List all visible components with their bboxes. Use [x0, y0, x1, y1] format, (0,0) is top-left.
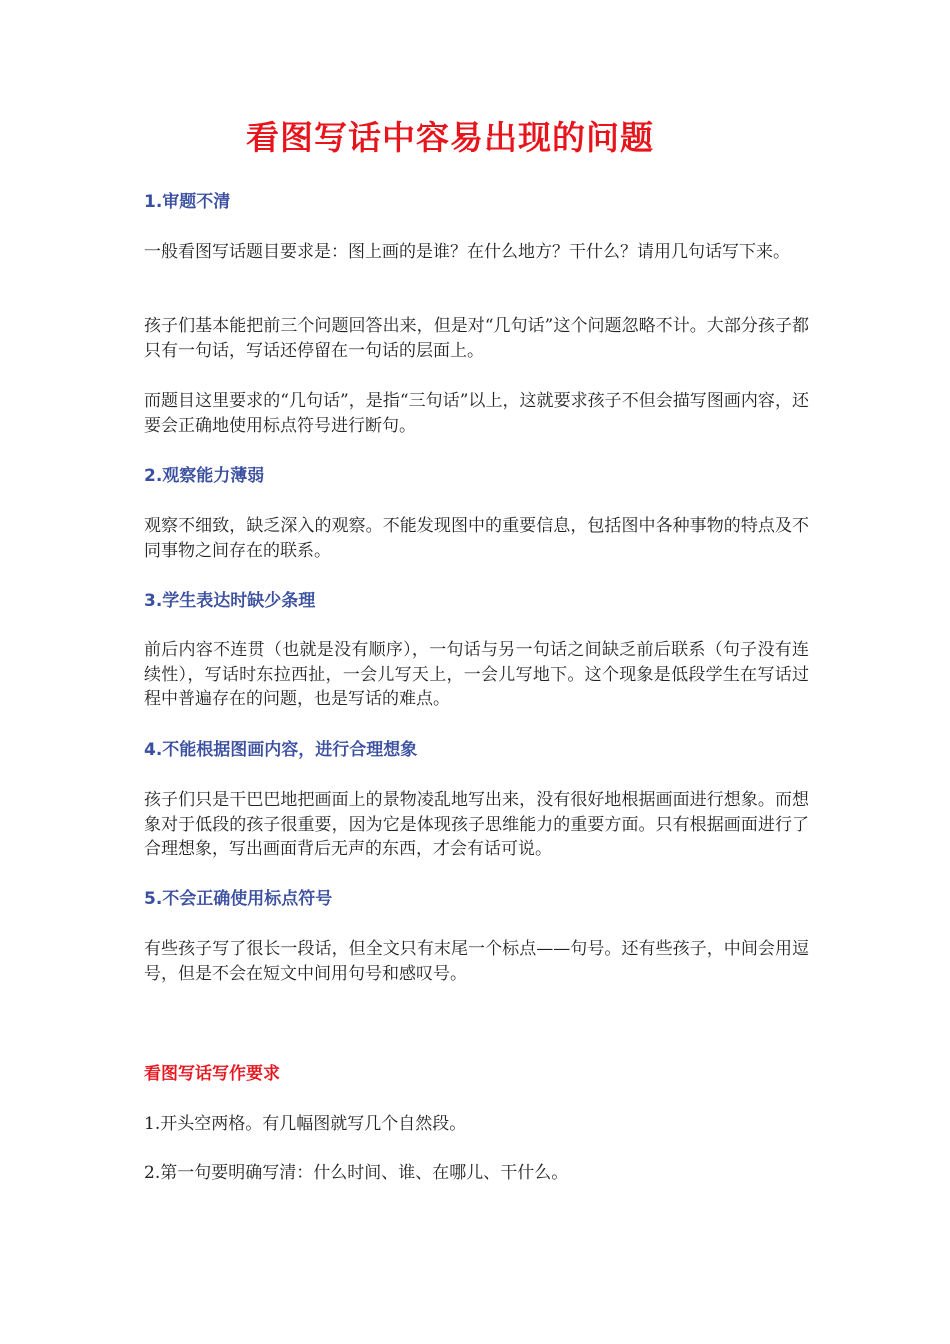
section-1-paragraph-2: 孩子们基本能把前三个问题回答出来，但是对“几句话”这个问题忽略不计。大部分孩子都只有一句话，写话还停留在一句话的层面上。 — [144, 316, 809, 361]
section-4-paragraph-1: 孩子们只是干巴巴地把画面上的景物凌乱地写出来，没有很好地根据画面进行想象。而想象对于低段的孩子很重要，因为它是体现孩子思维能力的重要方面。只有根据画面进行了合理想象，写出画面背后无声的东西，才会有话可说。 — [144, 790, 809, 859]
section-1-paragraph-3: 而题目这里要求的“几句话”，是指“三句话”以上，这就要求孩子不但会描写图画内容，还要会正确地使用标点符号进行断句。 — [144, 391, 809, 436]
requirement-item-2: 2.第一句要明确写清：什么时间、谁、在哪儿、干什么。 — [144, 1163, 569, 1183]
section-heading-3: 3.学生表达时缺少条理 — [144, 591, 316, 611]
requirement-item-1: 1.开头空两格。有几幅图就写几个自然段。 — [144, 1114, 467, 1134]
section-heading-1: 1.审题不清 — [144, 192, 231, 212]
section-heading-5: 5.不会正确使用标点符号 — [144, 889, 333, 909]
section-heading-4: 4.不能根据图画内容，进行合理想象 — [144, 740, 418, 760]
page-title: 看图写话中容易出现的问题 — [246, 118, 654, 157]
section-5-paragraph-1: 有些孩子写了很长一段话，但全文只有末尾一个标点——句号。还有些孩子，中间会用逗号，但是不会在短文中间用句号和感叹号。 — [144, 939, 809, 984]
section-2-paragraph-1: 观察不细致，缺乏深入的观察。不能发现图中的重要信息，包括图中各种事物的特点及不同事物之间存在的联系。 — [144, 516, 809, 561]
section-3-paragraph-1: 前后内容不连贯（也就是没有顺序），一句话与另一句话之间缺乏前后联系（句子没有连续性），写话时东拉西扯，一会儿写天上，一会儿写地下。这个现象是低段学生在写话过程中普遍存在的问题，也是写话的难点。 — [144, 640, 809, 709]
section-1-paragraph-1: 一般看图写话题目要求是：图上画的是谁？在什么地方？干什么？请用几句话写下来。 — [144, 242, 790, 262]
section-heading-2: 2.观察能力薄弱 — [144, 466, 265, 486]
requirements-heading: 看图写话写作要求 — [144, 1064, 280, 1084]
